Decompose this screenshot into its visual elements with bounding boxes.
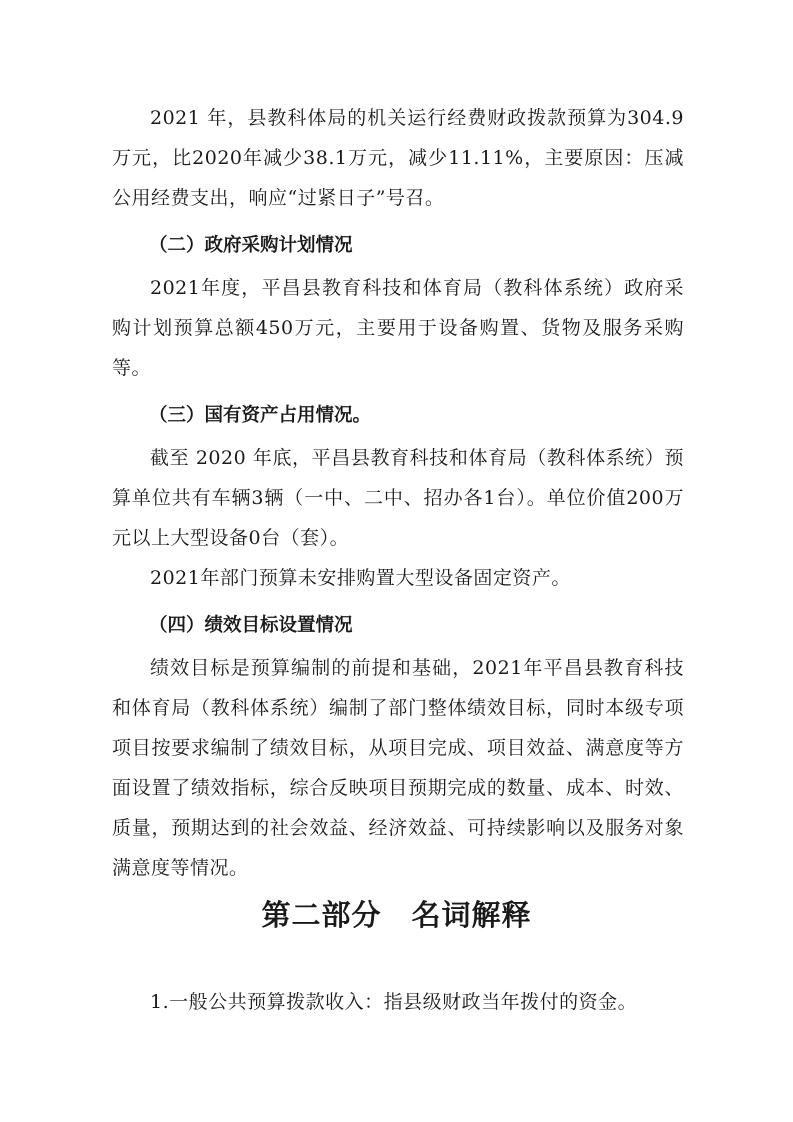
paragraph-state-assets: 截至 2020 年底，平昌县教育科技和体育局（教科体系统）预算单位共有车辆3辆（一中、二中、招办各1台）。单位价值200万元以上大型设备0台（套）。 (112, 447, 684, 549)
heading-state-assets: （三）国有资产占用情况。 (149, 405, 372, 426)
paragraph-large-equipment: 2021年部门预算未安排购置大型设备固定资产。 (150, 567, 571, 589)
paragraph-procurement: 2021年度，平昌县教育科技和体育局（教科体系统）政府采购计划预算总额450万元，主要用于设备购置、货物及服务采购等。 (112, 277, 684, 379)
paragraph-performance-goals: 绩效目标是预算编制的前提和基础，2021年平昌县教育科技和体育局（教科体系统）编制了部门整体绩效目标，同时本级专项项目按要求编制了绩效目标，从项目完成、项目效益、满意度等方面设置了绩效指标，综合反映项目预期完成的数量、成本、时效、质量，预期达到的社会效益、经济效益、可持续影响以及服务对象满意度等情况。 (112, 657, 684, 879)
heading-performance-goals: （四）绩效目标设置情况 (149, 615, 353, 636)
term-definition: 1.一般公共预算拨款收入：指县级财政当年拨付的资金。 (150, 991, 638, 1013)
part-title: 第二部分 名词解释 (261, 898, 532, 932)
paragraph-operating-funds: 2021 年，县教科体局的机关运行经费财政拨款预算为304.9万元，比2020年减少38.1万元，减少11.11%，主要原因：压减公用经费支出，响应“过紧日子”号召。 (112, 107, 684, 209)
heading-procurement: （二）政府采购计划情况 (149, 235, 353, 256)
body-content (112, 98, 684, 888)
